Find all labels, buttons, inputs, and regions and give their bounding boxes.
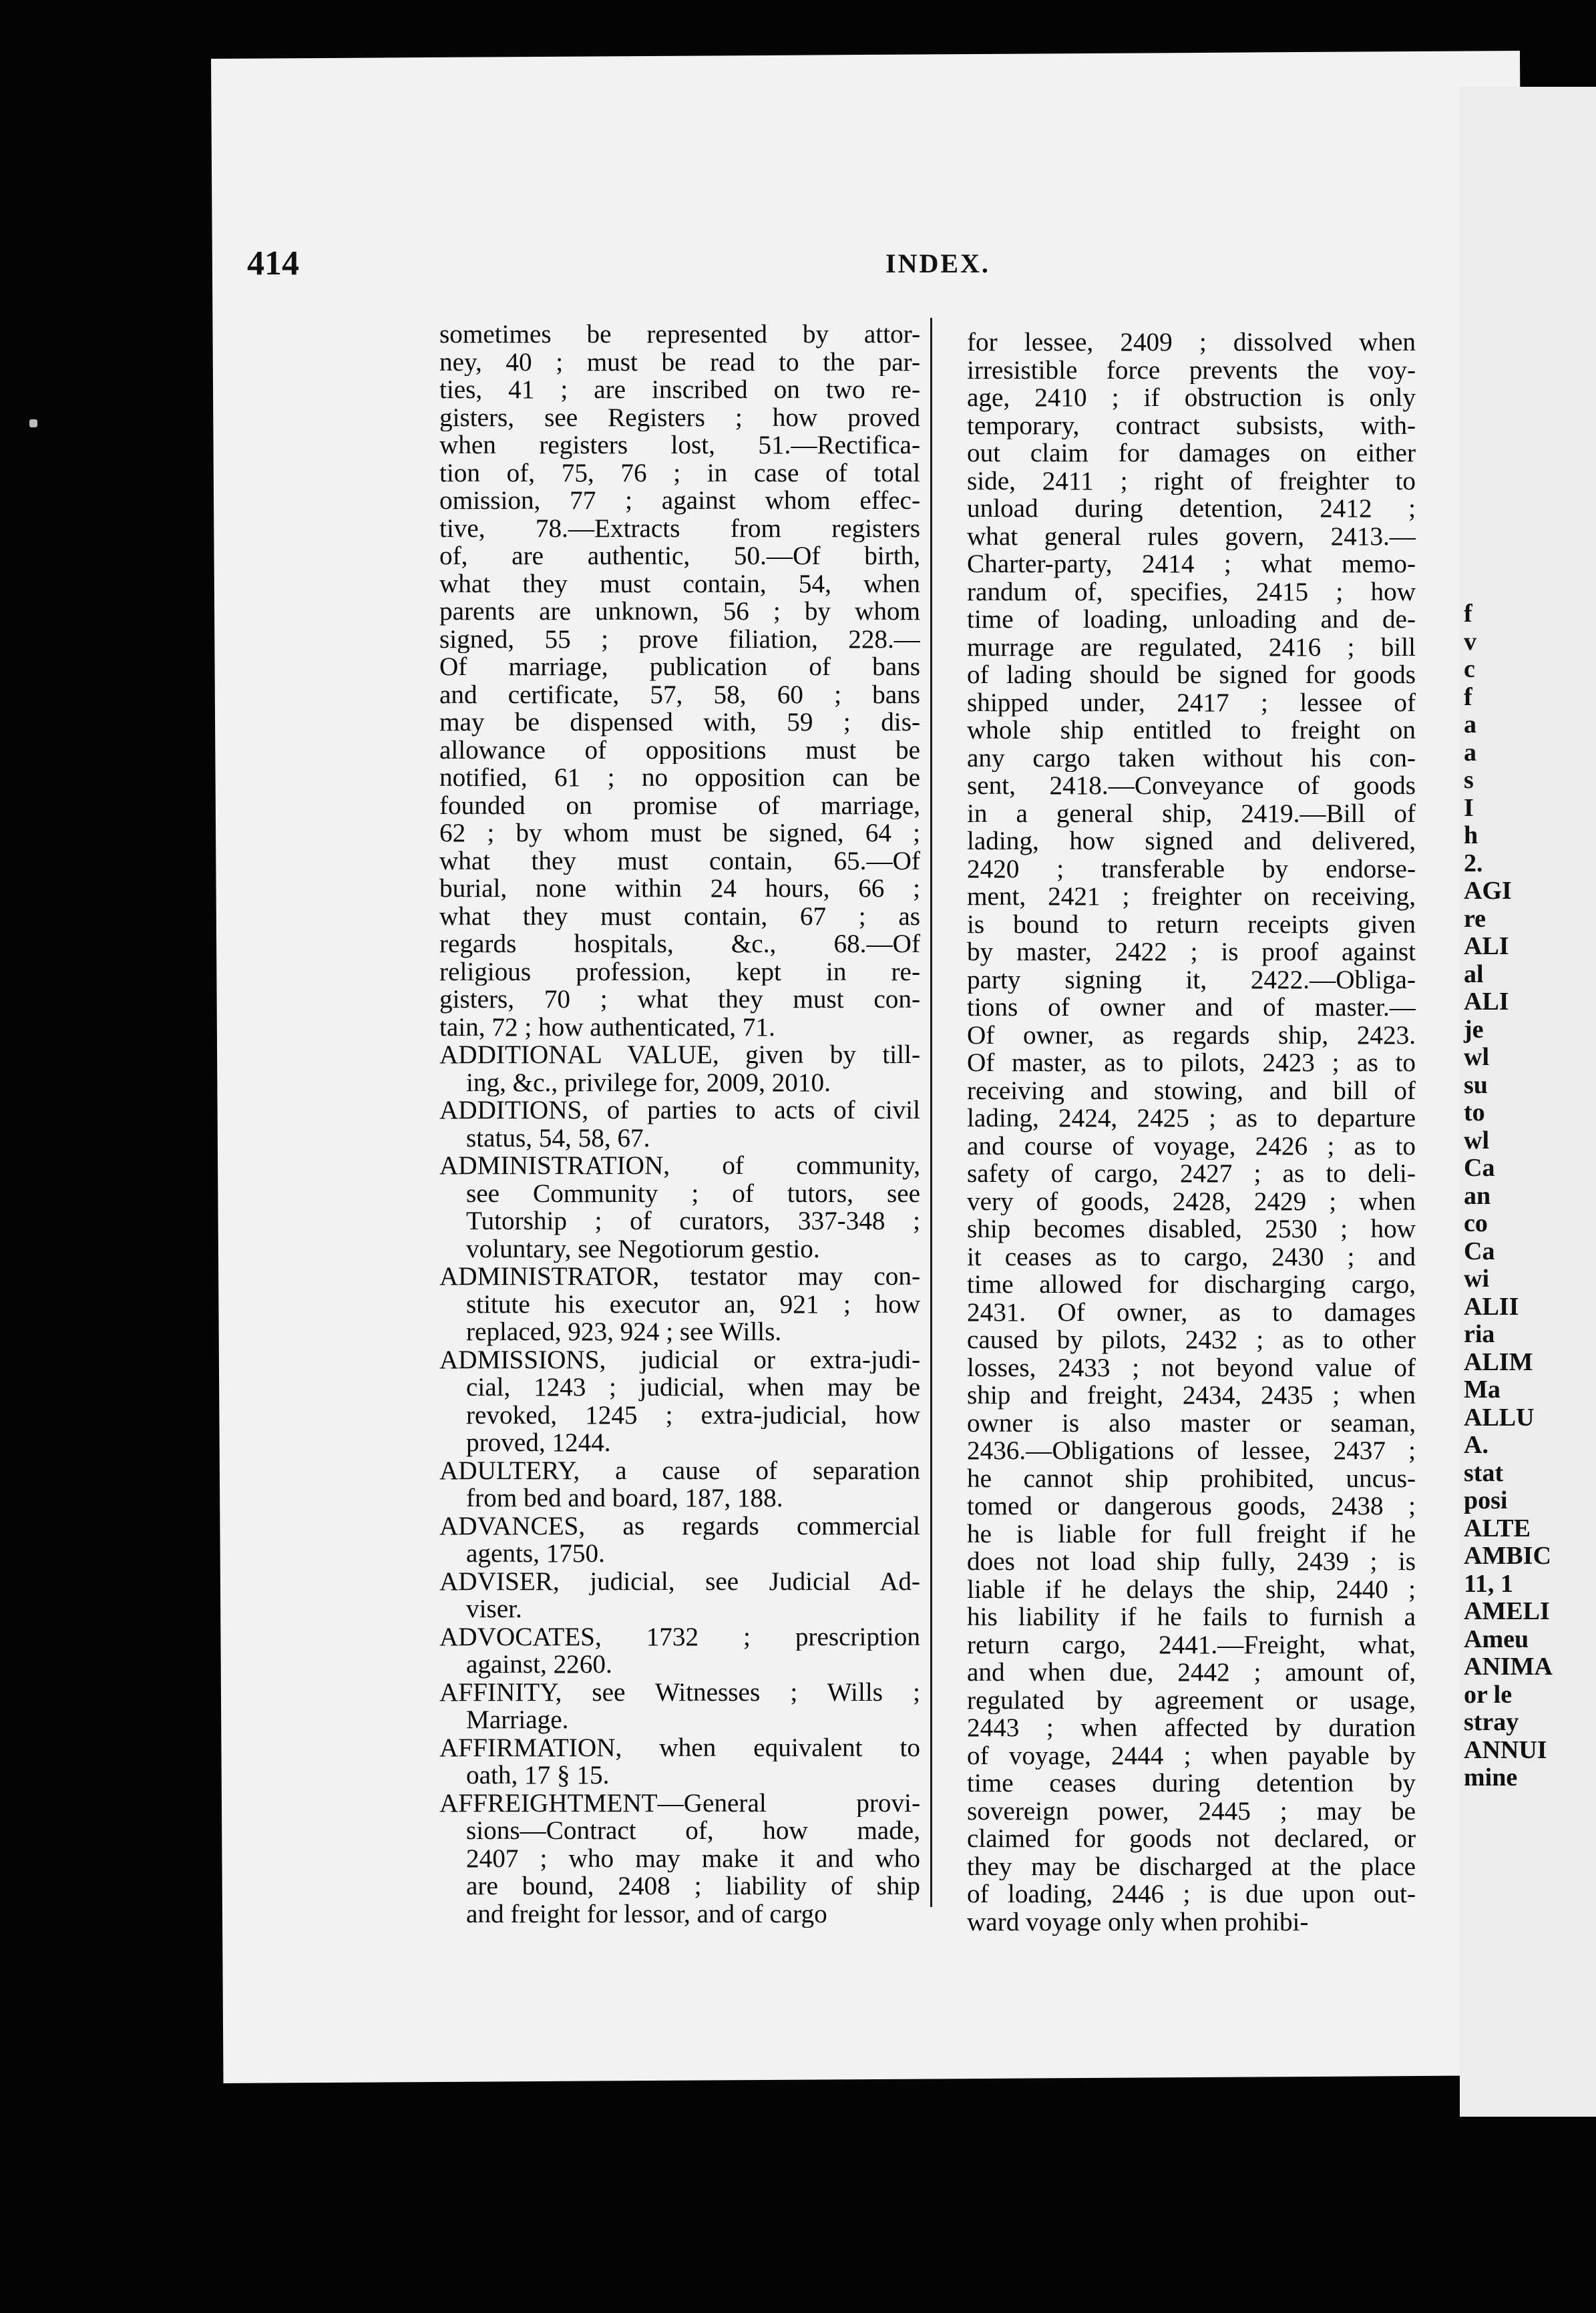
adjacent-page-fragment: posi xyxy=(1464,1486,1508,1514)
index-line: against, 2260. xyxy=(466,1651,612,1679)
adjacent-page-fragment: c xyxy=(1464,655,1475,683)
index-line: cial, 1243 ; judicial, when may be xyxy=(466,1374,920,1402)
adjacent-page-fragment: AMBIC xyxy=(1464,1542,1551,1570)
adjacent-page-fragment: mine xyxy=(1464,1763,1518,1792)
index-line: time ceases during detention by xyxy=(967,1769,1416,1798)
index-line: religious profession, kept in re- xyxy=(439,958,920,986)
index-line: party signing it, 2422.—Obliga- xyxy=(967,966,1416,994)
adjacent-page-fragment: wi xyxy=(1464,1265,1489,1293)
adjacent-page-fragment: Ca xyxy=(1464,1237,1495,1265)
index-line: Marriage. xyxy=(466,1706,569,1734)
adjacent-page-fragment: f xyxy=(1464,682,1472,711)
index-line: sions—Contract of, how made, xyxy=(466,1817,920,1845)
index-line: Of owner, as regards ship, 2423. xyxy=(967,1021,1416,1049)
running-title: INDEX. xyxy=(885,248,990,278)
adjacent-page-fragment: Ma xyxy=(1464,1376,1501,1404)
index-line: Charter-party, 2414 ; what memo- xyxy=(967,550,1416,578)
adjacent-page-fragment: Ameu xyxy=(1464,1625,1529,1653)
adjacent-page-fragment: ALTE xyxy=(1464,1514,1531,1542)
adjacent-page-fragment: an xyxy=(1464,1181,1491,1210)
index-line: allowance of oppositions must be xyxy=(439,736,920,764)
adjacent-page-fragment: to xyxy=(1464,1098,1485,1126)
index-line: owner is also master or seaman, xyxy=(967,1409,1416,1437)
adjacent-page-edge xyxy=(1460,87,1596,2117)
adjacent-page-fragment: A. xyxy=(1464,1431,1488,1459)
index-line: safety of cargo, 2427 ; as to deli- xyxy=(967,1160,1416,1188)
index-line: viser. xyxy=(466,1595,522,1623)
adjacent-page-fragment: co xyxy=(1464,1209,1488,1237)
index-line: may be dispensed with, 59 ; dis- xyxy=(439,708,920,737)
index-line: losses, 2433 ; not beyond value of xyxy=(967,1353,1416,1382)
index-line: out claim for damages on either xyxy=(967,439,1416,467)
index-line: sovereign power, 2445 ; may be xyxy=(967,1797,1416,1825)
index-line: murrage are regulated, 2416 ; bill xyxy=(967,633,1416,661)
index-line: shipped under, 2417 ; lessee of xyxy=(967,688,1416,716)
index-line: and when due, 2442 ; amount of, xyxy=(967,1659,1416,1687)
index-line: ship and freight, 2434, 2435 ; when xyxy=(967,1382,1416,1410)
index-line: side, 2411 ; right of freighter to xyxy=(967,467,1416,495)
index-line: see Community ; of tutors, see xyxy=(466,1179,920,1207)
index-line: agents, 1750. xyxy=(466,1540,605,1568)
index-line: time allowed for discharging cargo, xyxy=(967,1271,1416,1299)
index-line: does not load ship fully, 2439 ; is xyxy=(967,1548,1416,1576)
adjacent-page-fragment: a xyxy=(1464,738,1476,767)
adjacent-page-fragment: or le xyxy=(1464,1680,1513,1709)
adjacent-page-fragment: a xyxy=(1464,710,1476,739)
index-line: randum of, specifies, 2415 ; how xyxy=(967,578,1416,606)
index-line: of, are authentic, 50.—Of birth, xyxy=(439,542,920,570)
index-line: what they must contain, 67 ; as xyxy=(439,902,920,930)
index-line: Of master, as to pilots, 2423 ; as to xyxy=(967,1049,1416,1077)
index-line: what general rules govern, 2413.— xyxy=(967,522,1416,550)
index-line: Of marriage, publication of bans xyxy=(439,653,920,681)
index-line: are bound, 2408 ; liability of ship xyxy=(466,1872,920,1900)
adjacent-page-fragment: ALIM xyxy=(1464,1347,1533,1376)
adjacent-page-fragment: re xyxy=(1464,904,1486,933)
index-line: founded on promise of marriage, xyxy=(439,791,920,819)
index-line: lading, 2424, 2425 ; as to departure xyxy=(967,1104,1416,1132)
index-line: replaced, 923, 924 ; see Wills. xyxy=(466,1318,782,1346)
index-line: of loading, 2446 ; is due upon out- xyxy=(967,1880,1416,1908)
adjacent-page-fragment: stray xyxy=(1464,1708,1519,1736)
index-line: and certificate, 57, 58, 60 ; bans xyxy=(439,680,920,708)
adjacent-page-fragment: f xyxy=(1464,600,1472,628)
index-line: Tutorship ; of curators, 337-348 ; xyxy=(466,1207,920,1235)
index-line: ment, 2421 ; freighter on receiving, xyxy=(967,883,1416,911)
adjacent-page-fragment: ALI xyxy=(1464,932,1509,960)
adjacent-page-fragment: ALII xyxy=(1464,1292,1519,1321)
index-line: tomed or dangerous goods, 2438 ; xyxy=(967,1492,1416,1520)
index-line: what they must contain, 65.—Of xyxy=(439,847,920,875)
index-line: temporary, contract subsists, with- xyxy=(967,411,1416,439)
index-line: oath, 17 § 15. xyxy=(466,1761,610,1790)
index-line: burial, none within 24 hours, 66 ; xyxy=(439,875,920,903)
index-line: ney, 40 ; must be read to the par- xyxy=(439,348,920,376)
index-line: ship becomes disabled, 2530 ; how xyxy=(967,1215,1416,1243)
index-line: very of goods, 2428, 2429 ; when xyxy=(967,1187,1416,1215)
index-line: he cannot ship prohibited, uncus- xyxy=(967,1464,1416,1492)
index-line: stitute his executor an, 921 ; how xyxy=(466,1290,920,1318)
index-line: they may be discharged at the place xyxy=(967,1852,1416,1880)
index-line: ADMISSIONS, judicial or extra-judi- xyxy=(439,1345,920,1374)
adjacent-page-fragment: Ca xyxy=(1464,1154,1495,1182)
index-line: 2407 ; who may make it and who xyxy=(466,1844,920,1872)
index-line: gisters, 70 ; what they must con- xyxy=(439,986,920,1014)
adjacent-page-fragment: wl xyxy=(1464,1126,1489,1154)
index-line: notified, 61 ; no opposition can be xyxy=(439,764,920,792)
index-column-right xyxy=(967,329,1416,1936)
adjacent-page-fragment: 11, 1 xyxy=(1464,1569,1513,1598)
adjacent-page-fragment: al xyxy=(1464,960,1484,988)
index-line: of lading should be signed for goods xyxy=(967,661,1416,689)
index-line: omission, 77 ; against whom effec- xyxy=(439,487,920,515)
index-line: signed, 55 ; prove filiation, 228.— xyxy=(439,625,920,653)
index-line: ADVOCATES, 1732 ; prescription xyxy=(439,1623,920,1651)
index-line: and freight for lessor, and of cargo xyxy=(466,1900,827,1928)
index-line: gisters, see Registers ; how proved xyxy=(439,403,920,431)
index-line: ADVANCES, as regards commercial xyxy=(439,1512,920,1540)
index-line: ties, 41 ; are inscribed on two re- xyxy=(439,376,920,404)
index-line: sometimes be represented by attor- xyxy=(439,321,920,349)
index-line: irresistible force prevents the voy- xyxy=(967,356,1416,384)
adjacent-page-fragment: wl xyxy=(1464,1043,1489,1071)
adjacent-page-fragment: je xyxy=(1464,1015,1484,1044)
index-line: 62 ; by whom must be signed, 64 ; xyxy=(439,819,920,847)
adjacent-page-fragment: AGI xyxy=(1464,877,1512,905)
index-line: time of loading, unloading and de- xyxy=(967,606,1416,634)
index-line: lading, how signed and delivered, xyxy=(967,827,1416,855)
index-line: regulated by agreement or usage, xyxy=(967,1686,1416,1714)
page-number: 414 xyxy=(247,244,299,282)
adjacent-page-fragment: 2. xyxy=(1464,849,1483,877)
index-line: voluntary, see Negotiorum gestio. xyxy=(466,1235,820,1263)
index-line: ADDITIONS, of parties to acts of civil xyxy=(439,1096,920,1124)
adjacent-page-fragment: AMELI xyxy=(1464,1597,1550,1625)
index-line: he is liable for full freight if he xyxy=(967,1520,1416,1548)
index-line: return cargo, 2441.—Freight, what, xyxy=(967,1631,1416,1659)
index-line: his liability if he fails to furnish a xyxy=(967,1603,1416,1631)
index-line: when registers lost, 51.—Rectifica- xyxy=(439,431,920,459)
index-line: age, 2410 ; if obstruction is only xyxy=(967,384,1416,412)
index-line: 2431. Of owner, as to damages xyxy=(967,1298,1416,1326)
index-line: AFFREIGHTMENT—General provi- xyxy=(439,1789,920,1817)
index-line: ing, &c., privilege for, 2009, 2010. xyxy=(466,1068,831,1096)
index-line: proved, 1244. xyxy=(466,1429,611,1457)
column-divider xyxy=(930,318,932,1907)
index-line: any cargo taken without his con- xyxy=(967,744,1416,772)
adjacent-page-fragment: su xyxy=(1464,1070,1488,1099)
index-line: it ceases as to cargo, 2430 ; and xyxy=(967,1243,1416,1271)
index-line: tain, 72 ; how authenticated, 71. xyxy=(439,1013,775,1041)
adjacent-page-fragment: h xyxy=(1464,821,1478,849)
index-line: claimed for goods not declared, or xyxy=(967,1825,1416,1853)
index-line: ADVISER, judicial, see Judicial Ad- xyxy=(439,1567,920,1595)
index-line: 2436.—Obligations of lessee, 2437 ; xyxy=(967,1437,1416,1465)
adjacent-page-fragment: ALLU xyxy=(1464,1403,1535,1432)
index-line: for lessee, 2409 ; dissolved when xyxy=(967,329,1416,357)
index-line: tive, 78.—Extracts from registers xyxy=(439,514,920,542)
adjacent-page-fragment: ANIMA xyxy=(1464,1653,1553,1681)
index-line: and course of voyage, 2426 ; as to xyxy=(967,1132,1416,1160)
index-line: in a general ship, 2419.—Bill of xyxy=(967,799,1416,827)
index-line: AFFINITY, see Witnesses ; Wills ; xyxy=(439,1678,920,1706)
index-line: AFFIRMATION, when equivalent to xyxy=(439,1733,920,1761)
index-line: whole ship entitled to freight on xyxy=(967,716,1416,745)
index-line: ADDITIONAL VALUE, given by till- xyxy=(439,1041,920,1069)
adjacent-page-fragment: s xyxy=(1464,766,1474,794)
page-header xyxy=(247,244,1436,284)
index-line: ward voyage only when prohibi- xyxy=(967,1908,1309,1936)
index-line: is bound to return receipts given xyxy=(967,910,1416,938)
index-line: regards hospitals, &c., 68.—Of xyxy=(439,930,920,958)
adjacent-page-fragment: ria xyxy=(1464,1320,1495,1348)
index-line: 2443 ; when affected by duration xyxy=(967,1714,1416,1742)
index-line: revoked, 1245 ; extra-judicial, how xyxy=(466,1401,920,1429)
index-line: caused by pilots, 2432 ; as to other xyxy=(967,1326,1416,1354)
adjacent-page-fragment: v xyxy=(1464,627,1476,656)
index-line: status, 54, 58, 67. xyxy=(466,1124,650,1152)
adjacent-page-fragment: ANNUI xyxy=(1464,1735,1547,1764)
index-line: unload during detention, 2412 ; xyxy=(967,495,1416,523)
adjacent-page-fragment: ALI xyxy=(1464,988,1509,1016)
index-line: 2420 ; transferable by endorse- xyxy=(967,855,1416,883)
adjacent-page-fragment: stat xyxy=(1464,1458,1504,1487)
index-line: parents are unknown, 56 ; by whom xyxy=(439,598,920,626)
index-line: tion of, 75, 76 ; in case of total xyxy=(439,459,920,487)
scan-artifact xyxy=(29,419,37,427)
index-line: ADULTERY, a cause of separation xyxy=(439,1456,920,1484)
adjacent-page-fragment: I xyxy=(1464,793,1474,822)
index-line: of voyage, 2444 ; when payable by xyxy=(967,1741,1416,1769)
index-column-left xyxy=(439,321,920,1928)
index-line: from bed and board, 187, 188. xyxy=(466,1484,783,1512)
index-line: liable if he delays the ship, 2440 ; xyxy=(967,1575,1416,1603)
index-line: ADMINISTRATOR, testator may con- xyxy=(439,1263,920,1291)
index-line: what they must contain, 54, when xyxy=(439,570,920,598)
index-line: sent, 2418.—Conveyance of goods xyxy=(967,772,1416,800)
index-line: tions of owner and of master.— xyxy=(967,994,1416,1022)
index-line: receiving and stowing, and bill of xyxy=(967,1076,1416,1104)
index-line: ADMINISTRATION, of community, xyxy=(439,1152,920,1180)
index-line: by master, 2422 ; is proof against xyxy=(967,938,1416,966)
